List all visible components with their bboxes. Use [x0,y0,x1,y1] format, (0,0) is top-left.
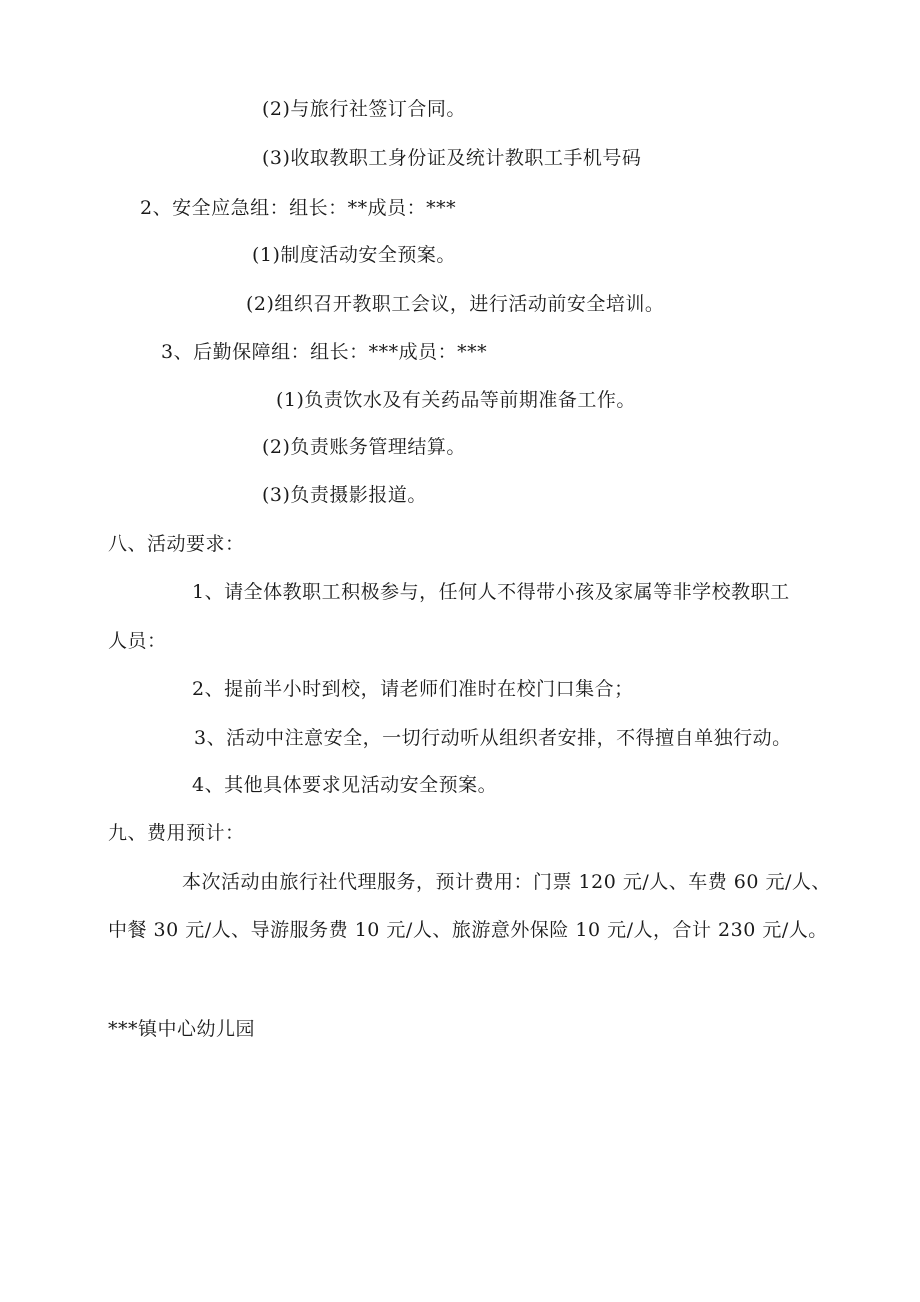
budget-text-line-1: 本次活动由旅行社代理服务，预计费用：门票 120 元/人、车费 60 元/人、 [182,871,831,893]
requirement-1-line-2: 人员： [108,630,167,652]
requirement-4: 4、其他具体要求见活动安全预案。 [192,774,498,796]
signature-organization: ***镇中心幼儿园 [108,1018,256,1040]
task-line-contract: (2)与旅行社签订合同。 [262,98,466,120]
task-line-photography: (3)负责摄影报道。 [262,484,427,506]
task-line-collect-id: (3)收取教职工身份证及统计教职工手机号码 [262,147,642,169]
task-line-accounting: (2)负责账务管理结算。 [262,436,466,458]
group-heading-logistics: 3、后勤保障组：组长：***成员：*** [161,341,488,363]
task-line-safety-plan: (1)制度活动安全预案。 [252,244,456,266]
requirement-1-line-1: 1、请全体教职工积极参与，任何人不得带小孩及家属等非学校教职工 [192,581,790,603]
task-line-safety-training: (2)组织召开教职工会议，进行活动前安全培训。 [246,293,665,315]
task-line-water-medicine: (1)负责饮水及有关药品等前期准备工作。 [276,389,636,411]
requirement-3: 3、活动中注意安全，一切行动听从组织者安排，不得擅自单独行动。 [194,727,792,749]
section-heading-requirements: 八、活动要求： [108,533,245,555]
requirement-2: 2、提前半小时到校，请老师们准时在校门口集合； [192,678,634,700]
budget-text-line-2: 中餐 30 元/人、导游服务费 10 元/人、旅游意外保险 10 元/人，合计 230 元/人。 [108,919,828,941]
section-heading-budget: 九、费用预计： [108,822,245,844]
group-heading-safety: 2、安全应急组：组长：**成员：*** [140,197,457,219]
